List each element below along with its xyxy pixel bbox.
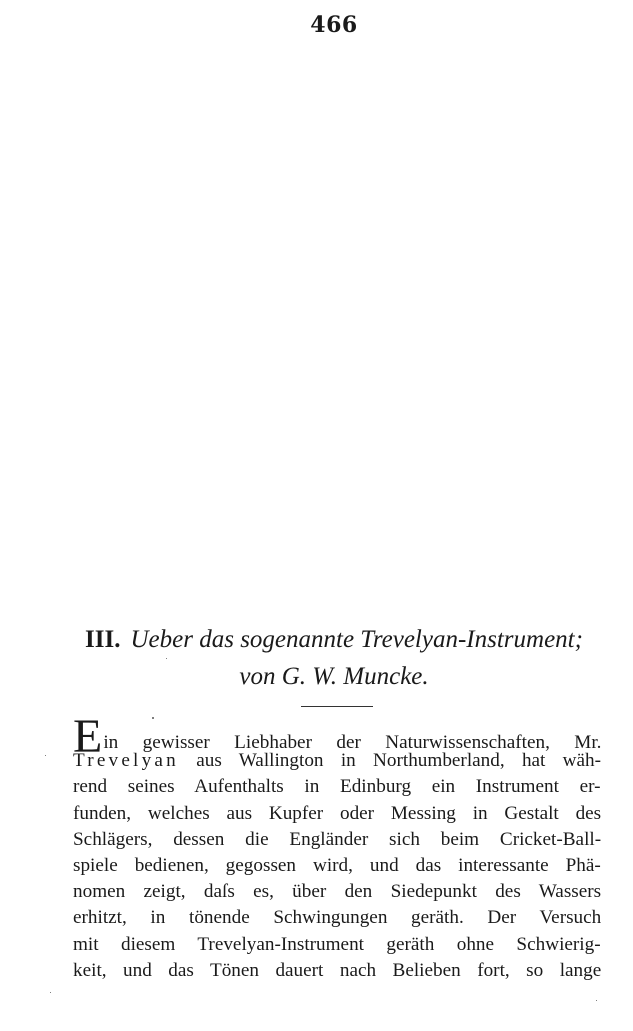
drop-cap: E: [73, 710, 103, 763]
spaced-name: Trevelyan: [73, 750, 179, 772]
text-line: [73, 748, 601, 774]
print-speck: [45, 755, 46, 756]
article-byline: von G. W. Muncke.: [239, 663, 429, 690]
text-line: Schlägers, dessen die Engländer sich beim Cricket-Ball-: [73, 828, 602, 850]
article-numeral: III.: [85, 626, 121, 653]
print-speck: [596, 1000, 597, 1001]
print-speck: [50, 992, 51, 993]
print-speck: [166, 658, 167, 659]
text-line-content: aus Wallington in Northumberland, hat wäh-: [196, 750, 602, 772]
article-title: Ueber das sogenannte Trevelyan-Instrument;: [130, 626, 583, 653]
text-line: erhitzt, in tönende Schwingungen geräth. Der Versuch: [73, 907, 602, 929]
text-line: keit, und das Tönen dauert nach Belieben fort, so lange: [73, 959, 602, 981]
text-line: spiele bedienen, gegossen wird, und das interessante Phä-: [73, 854, 601, 876]
print-speck: [152, 717, 154, 719]
text-line: nomen zeigt, daſs es, über den Siedepunkt des Wassers: [73, 881, 602, 903]
page-number: 466: [310, 12, 358, 38]
article-heading: [0, 624, 633, 656]
text-line-content: in gewisser Liebhaber der Naturwissenschaften, Mr.: [103, 732, 602, 753]
text-line: funden, welches aus Kupfer oder Messing in Gestalt des: [73, 802, 602, 824]
section-rule: [301, 706, 373, 707]
body-text: [73, 710, 602, 984]
text-line: rend seines Aufenthalts in Edinburg ein Instrument er-: [73, 776, 601, 798]
text-line: mit diesem Trevelyan-Instrument geräth ohne Schwierig-: [73, 933, 601, 955]
